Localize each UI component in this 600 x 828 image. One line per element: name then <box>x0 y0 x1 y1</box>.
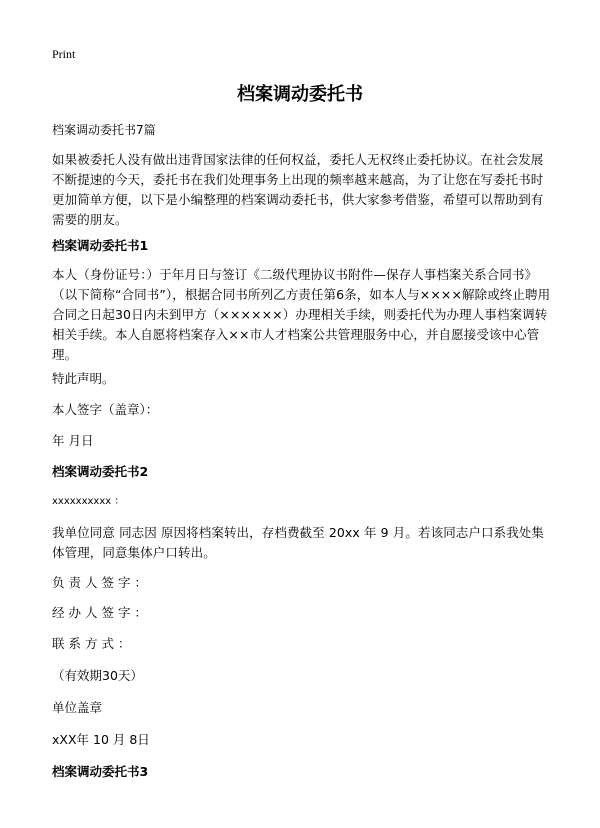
section-2-date: xXX年 10 月 8日 <box>52 732 150 747</box>
section-2-addressee: xxxxxxxxxx ： <box>52 496 125 507</box>
handler-signature-line: 经办人签字： <box>52 605 152 620</box>
section-2-body: 我单位同意 同志因 原因将档案转出，存档费截至 20xx 年 9 月。若该同志户口系我处集体管理，同意集体户口转出。 <box>52 525 544 560</box>
print-label: Print <box>52 47 76 61</box>
section-3-heading: 档案调动委托书3 <box>52 764 149 779</box>
section-1-date: 年 月日 <box>52 433 94 448</box>
responsible-signature-line: 负责人签字： <box>52 575 152 590</box>
section-1-body: 本人（身份证号：）于年月日与签订《二级代理协议书附件—保存人事档案关系合同书》（以下简称“合同书”），根据合同书所列乙方责任第6条，如本人与××××解除或终止聘用合同之日起30日内未到甲方（××××××）办理相关手续，则委托代为办理人事档案调转相关手续。本人自愿将档案存入××市人才档案公共管理服务中心，并自愿接受该中心管理。 <box>52 267 551 362</box>
section-2-heading: 档案调动委托书2 <box>52 464 149 479</box>
document-subtitle: 档案调动委托书7篇 <box>52 123 156 137</box>
intro-paragraph: 如果被委托人没有做出违背国家法律的任何权益，委托人无权终止委托协议。在社会发展不断提速的今天，委托书在我们处理事务上出现的频率越来越高，为了让您在写委托书时更加简单方便，以下是小编整理的档案调动委托书，供大家参考借鉴，希望可以帮助到有需要的朋友。 <box>52 152 544 227</box>
validity-note: （有效期30天） <box>52 668 143 683</box>
document-title: 档案调动委托书 <box>237 84 363 105</box>
section-1-heading: 档案调动委托书1 <box>52 238 149 253</box>
section-1-declaration: 特此声明。 <box>52 371 115 386</box>
unit-stamp-line: 单位盖章 <box>52 700 103 715</box>
contact-line: 联系方式： <box>52 636 135 651</box>
section-1-signature: 本人签字（盖章）： <box>52 402 159 417</box>
